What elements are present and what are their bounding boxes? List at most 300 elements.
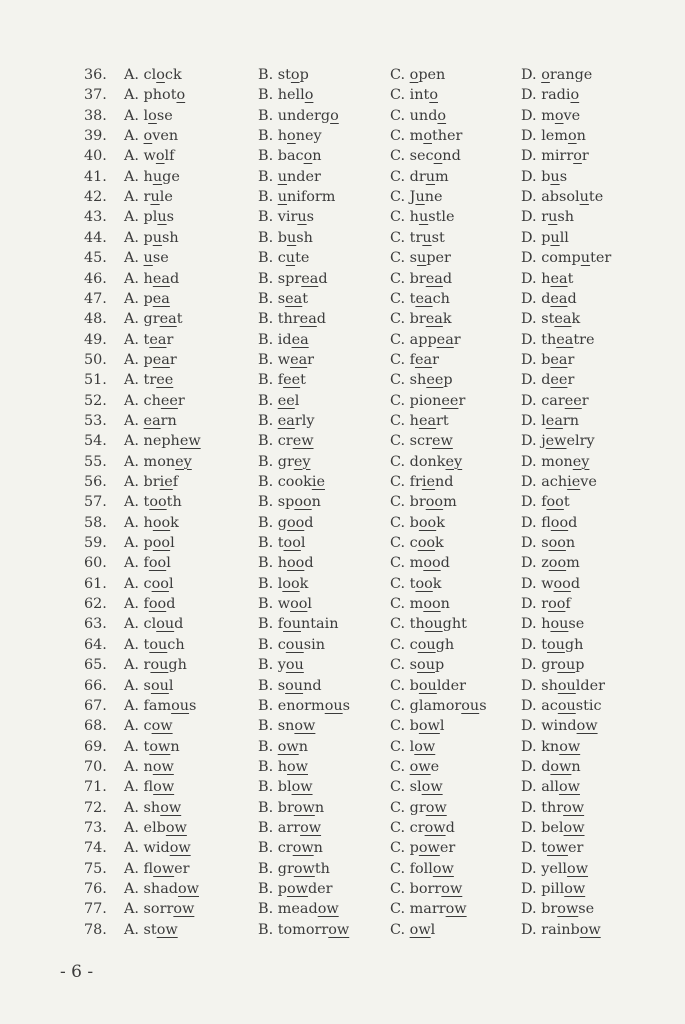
underlined-part: u — [277, 168, 288, 185]
underlined-part: ow — [563, 819, 585, 836]
option-label: D. — [521, 575, 537, 592]
underlined-part: ow — [291, 779, 313, 796]
option-label: A. — [124, 758, 139, 775]
option-label: D. — [521, 779, 537, 796]
word-prefix: bl — [277, 779, 292, 796]
question-number: 67. — [84, 697, 107, 714]
word-prefix: ac — [541, 697, 558, 714]
option-label: A. — [124, 433, 139, 450]
word-suffix: n — [313, 840, 323, 857]
option-a — [124, 492, 182, 512]
question-number: 53. — [84, 412, 107, 429]
word-prefix: p — [143, 290, 153, 307]
word-suffix: p — [434, 657, 445, 674]
underlined-part: ow — [432, 860, 454, 877]
question-number: 36. — [84, 67, 107, 83]
word-prefix: s — [277, 677, 286, 694]
word-prefix: r — [143, 657, 151, 674]
word-suffix: th — [314, 860, 330, 877]
option-label: B. — [258, 412, 274, 429]
option-b — [258, 452, 310, 472]
word-prefix: m — [409, 128, 424, 145]
underlined-part: o — [433, 148, 443, 165]
word-suffix: se — [568, 616, 585, 633]
option-label: D. — [521, 392, 537, 409]
question-number: 58. — [84, 514, 107, 531]
question-number: 78. — [84, 921, 107, 938]
option-a — [124, 330, 173, 350]
option-label: B. — [258, 901, 274, 918]
underlined-part: ea — [550, 270, 568, 287]
word-prefix: gr — [277, 860, 294, 877]
question-number: 37. — [84, 87, 107, 104]
option-label: C. — [390, 67, 406, 83]
underlined-part: o — [541, 67, 550, 83]
word-prefix: yell — [541, 860, 568, 877]
underlined-part: ou — [150, 657, 169, 674]
underlined-part: ow — [149, 738, 171, 755]
option-d — [521, 106, 580, 126]
word-prefix: l — [143, 107, 149, 124]
option-label: A. — [124, 881, 139, 897]
underlined-part: o — [330, 107, 339, 124]
word-prefix: shad — [143, 881, 178, 897]
word-prefix: r — [541, 596, 549, 613]
word-suffix: le — [159, 189, 173, 206]
option-b — [258, 492, 321, 512]
option-a — [124, 126, 178, 146]
word-suffix: ch — [432, 290, 450, 307]
underlined-part: ou — [418, 677, 437, 694]
word-suffix: te — [588, 189, 604, 206]
word-prefix: enorm — [277, 697, 325, 714]
underlined-part: oo — [152, 535, 171, 552]
underlined-part: oo — [548, 535, 566, 552]
word-suffix: f — [565, 596, 571, 613]
option-b — [258, 126, 322, 146]
option-label: A. — [124, 229, 139, 246]
word-prefix: z — [541, 555, 549, 572]
word-suffix: se — [152, 250, 169, 267]
underlined-part: oo — [282, 575, 300, 592]
option-c — [390, 431, 453, 451]
option-c — [390, 716, 444, 736]
option-b — [258, 350, 314, 370]
option-c — [390, 859, 454, 879]
option-a — [124, 737, 180, 757]
underlined-part: o — [573, 148, 582, 165]
word-prefix: hell — [277, 87, 305, 104]
option-c — [390, 85, 438, 105]
word-suffix: tre — [573, 331, 595, 348]
word-prefix: gr — [143, 311, 160, 328]
option-b — [258, 676, 322, 696]
option-label: D. — [521, 921, 537, 938]
word-suffix: k — [436, 514, 445, 531]
option-label: C. — [390, 840, 406, 857]
underlined-part: ow — [418, 718, 440, 735]
underlined-part: oo — [290, 596, 308, 613]
option-label: A. — [124, 87, 139, 104]
underlined-part: u — [152, 168, 163, 185]
word-prefix: pill — [541, 881, 565, 897]
word-prefix: b — [541, 168, 551, 185]
word-suffix: ne — [424, 189, 443, 206]
word-prefix: sh — [143, 799, 161, 816]
option-d — [521, 574, 580, 594]
underlined-part: oo — [550, 514, 569, 531]
word-suffix: range — [549, 67, 593, 83]
underlined-part: ow — [424, 819, 446, 836]
word-suffix: d — [442, 270, 453, 287]
underlined-part: ou — [150, 677, 169, 694]
option-d — [521, 899, 594, 919]
word-prefix: pl — [143, 209, 158, 226]
underlined-part: ow — [579, 921, 601, 938]
option-label: C. — [390, 921, 406, 938]
option-c — [390, 676, 466, 696]
question-number: 73. — [84, 819, 107, 836]
word-prefix: h — [143, 168, 153, 185]
underlined-part: ey — [572, 453, 590, 470]
option-b — [258, 635, 325, 655]
word-prefix: d — [541, 758, 551, 775]
option-c — [390, 65, 445, 85]
word-prefix: bel — [541, 819, 564, 836]
word-suffix: l — [170, 535, 175, 552]
option-label: B. — [258, 494, 274, 511]
question-number: 70. — [84, 758, 107, 775]
option-b — [258, 696, 350, 716]
underlined-part: ey — [293, 453, 311, 470]
word-prefix: b — [409, 514, 419, 531]
option-label: C. — [390, 453, 406, 470]
underlined-part: ou — [557, 697, 576, 714]
option-label: B. — [258, 67, 274, 83]
word-suffix: r — [567, 351, 575, 368]
underlined-part: ow — [152, 758, 174, 775]
option-label: D. — [521, 697, 537, 714]
option-a — [124, 859, 190, 879]
option-b — [258, 513, 314, 533]
word-prefix: gr — [541, 657, 558, 674]
underlined-part: oo — [548, 555, 567, 572]
word-suffix: ven — [152, 128, 179, 145]
word-suffix: n — [298, 738, 308, 755]
underlined-part: oo — [418, 514, 437, 531]
underlined-part: ea — [556, 331, 574, 348]
word-suffix: d — [568, 514, 578, 531]
option-label: A. — [124, 535, 139, 552]
option-label: C. — [390, 189, 406, 206]
option-c — [390, 635, 454, 655]
option-label: C. — [390, 107, 406, 124]
underlined-part: ou — [417, 636, 436, 653]
question-number: 62. — [84, 596, 107, 613]
option-label: B. — [258, 392, 274, 409]
option-a — [124, 207, 174, 227]
option-d — [521, 370, 574, 390]
word-prefix: st — [143, 921, 157, 938]
underlined-part: o — [554, 107, 564, 124]
word-prefix: br — [409, 311, 426, 328]
underlined-part: ow — [558, 779, 580, 796]
word-suffix: d — [169, 270, 180, 287]
option-label: A. — [124, 819, 139, 836]
option-d — [521, 167, 567, 187]
word-suffix: n — [440, 596, 450, 613]
option-label: C. — [390, 250, 406, 267]
word-prefix: sp — [277, 494, 295, 511]
option-d — [521, 228, 569, 248]
option-label: D. — [521, 718, 537, 735]
option-a — [124, 350, 177, 370]
option-d — [521, 146, 589, 166]
word-prefix: b — [277, 229, 287, 246]
underlined-part: ie — [421, 474, 435, 490]
underlined-part: ea — [277, 412, 295, 429]
underlined-part: ee — [564, 392, 582, 409]
word-suffix: d — [318, 270, 328, 287]
word-suffix: nd — [442, 148, 461, 165]
word-prefix: spr — [277, 270, 302, 287]
word-prefix: car — [541, 392, 565, 409]
underlined-part: ee — [550, 372, 568, 389]
word-prefix: wid — [143, 840, 170, 857]
underlined-part: ea — [290, 351, 308, 368]
word-suffix: se — [578, 901, 595, 918]
option-label: B. — [258, 270, 274, 287]
option-label: D. — [521, 494, 537, 511]
word-prefix: w — [541, 575, 554, 592]
word-prefix: J — [409, 189, 416, 206]
underlined-part: u — [417, 250, 427, 267]
option-d — [521, 269, 573, 289]
option-a — [124, 370, 173, 390]
word-prefix: br — [541, 901, 558, 918]
underlined-part: ou — [417, 657, 435, 674]
word-prefix: s — [143, 677, 151, 694]
word-suffix: sh — [162, 229, 179, 246]
option-label: A. — [124, 860, 139, 877]
option-a — [124, 655, 187, 675]
option-b — [258, 309, 326, 329]
word-suffix: k — [432, 575, 442, 592]
option-a — [124, 676, 173, 696]
word-suffix: p — [299, 67, 309, 83]
question-number: 65. — [84, 657, 107, 674]
word-suffix: er — [439, 840, 456, 857]
option-label: D. — [521, 819, 537, 836]
option-a — [124, 106, 173, 126]
word-prefix: glamor — [409, 697, 462, 714]
underlined-part: ow — [550, 758, 572, 775]
option-label: D. — [521, 799, 537, 816]
underlined-part: ow — [156, 921, 178, 938]
word-suffix: t — [300, 372, 306, 389]
option-label: D. — [521, 535, 537, 552]
underlined-part: ea — [554, 311, 572, 328]
question-number: 45. — [84, 250, 107, 267]
option-label: D. — [521, 677, 537, 694]
option-label: D. — [521, 250, 537, 267]
option-label: C. — [390, 87, 406, 104]
underlined-part: u — [548, 209, 558, 226]
option-label: C. — [390, 758, 406, 775]
option-label: A. — [124, 555, 139, 572]
option-c — [390, 391, 465, 411]
option-a — [124, 513, 179, 533]
word-suffix: n — [312, 148, 322, 165]
option-label: C. — [390, 229, 406, 246]
word-prefix: b — [409, 677, 419, 694]
underlined-part: ea — [545, 412, 563, 429]
option-label: B. — [258, 229, 274, 246]
word-prefix: p — [409, 840, 419, 857]
option-label: A. — [124, 738, 139, 755]
option-label: A. — [124, 799, 139, 816]
word-prefix: br — [409, 270, 426, 287]
word-prefix: sh — [541, 677, 558, 694]
option-a — [124, 269, 179, 289]
word-prefix: mirr — [541, 148, 574, 165]
option-label: C. — [390, 412, 406, 429]
option-c — [390, 838, 455, 858]
option-c — [390, 228, 445, 248]
word-prefix: neph — [143, 433, 180, 450]
option-a — [124, 187, 173, 207]
underlined-part: u — [286, 229, 297, 246]
underlined-part: ow — [409, 758, 431, 775]
underlined-part: ee — [283, 372, 301, 389]
option-label: C. — [390, 718, 406, 735]
option-c — [390, 330, 461, 350]
word-prefix: m — [541, 107, 555, 124]
question-number: 46. — [84, 270, 107, 287]
underlined-part: ow — [178, 881, 199, 897]
underlined-part: ow — [294, 718, 316, 735]
word-prefix: st — [277, 67, 291, 83]
question-number: 75. — [84, 860, 107, 877]
word-suffix: ck — [164, 67, 182, 83]
option-label: D. — [521, 555, 537, 572]
option-label: A. — [124, 412, 139, 429]
option-c — [390, 574, 442, 594]
underlined-part: ew — [292, 433, 314, 450]
option-c — [390, 207, 455, 227]
underlined-part: oo — [294, 494, 312, 511]
question-number: 47. — [84, 290, 107, 307]
word-suffix: r — [307, 351, 315, 368]
word-prefix: br — [277, 799, 294, 816]
option-d — [521, 452, 589, 472]
option-c — [390, 146, 461, 166]
option-d — [521, 65, 592, 85]
option-c — [390, 757, 439, 777]
option-c — [390, 879, 462, 899]
underlined-part: ow — [153, 779, 175, 796]
underlined-part: oo — [423, 596, 441, 613]
word-prefix: pion — [409, 392, 442, 409]
option-label: D. — [521, 331, 537, 348]
word-suffix: d — [304, 555, 314, 572]
word-suffix: er — [174, 860, 190, 877]
option-label: B. — [258, 474, 274, 490]
underlined-part: u — [157, 209, 167, 226]
word-prefix: all — [541, 779, 559, 796]
option-d — [521, 818, 585, 838]
option-label: C. — [390, 860, 406, 877]
question-number: 44. — [84, 229, 107, 246]
underlined-part: ow — [328, 921, 350, 938]
question-number: 57. — [84, 494, 107, 511]
underlined-part: ow — [564, 881, 586, 897]
option-d — [521, 920, 601, 940]
option-d — [521, 777, 580, 797]
word-prefix: dr — [409, 168, 426, 185]
option-label: C. — [390, 881, 406, 897]
option-label: B. — [258, 779, 274, 796]
word-prefix: h — [277, 555, 288, 572]
word-suffix: lf — [164, 148, 175, 165]
underlined-part: o — [290, 67, 300, 83]
option-d — [521, 879, 585, 899]
word-prefix: wind — [541, 718, 577, 735]
underlined-part: o — [567, 128, 577, 145]
underlined-part: ow — [557, 901, 579, 918]
option-d — [521, 187, 603, 207]
word-suffix: d — [304, 514, 314, 531]
word-suffix: rly — [294, 412, 315, 429]
underlined-part: ea — [550, 351, 568, 368]
option-a — [124, 920, 178, 940]
underlined-part: ea — [143, 412, 161, 429]
option-label: D. — [521, 596, 537, 613]
underlined-part: ea — [152, 351, 170, 368]
word-suffix: lder — [436, 677, 467, 694]
word-prefix: g — [277, 514, 287, 531]
word-prefix: donk — [409, 453, 446, 470]
underlined-part: u — [550, 229, 560, 246]
underlined-part: ow — [317, 901, 339, 918]
option-label: C. — [390, 270, 406, 287]
option-label: B. — [258, 514, 274, 531]
option-label: B. — [258, 128, 274, 145]
word-prefix: l — [277, 575, 283, 592]
option-label: B. — [258, 453, 274, 470]
word-prefix: fl — [143, 860, 154, 877]
question-number: 48. — [84, 311, 107, 328]
option-d — [521, 533, 575, 553]
word-suffix: rn — [160, 412, 177, 429]
option-label: D. — [521, 840, 537, 857]
word-prefix: t — [143, 494, 150, 511]
underlined-part: u — [580, 250, 591, 267]
option-label: C. — [390, 819, 406, 836]
option-label: B. — [258, 799, 274, 816]
question-number: 76. — [84, 881, 107, 897]
word-prefix: scr — [409, 433, 432, 450]
option-label: A. — [124, 779, 139, 796]
option-label: D. — [521, 372, 537, 389]
word-suffix: ch — [167, 636, 185, 653]
underlined-part: ou — [550, 616, 569, 633]
option-label: D. — [521, 860, 537, 877]
word-suffix: k — [571, 311, 581, 328]
option-label: B. — [258, 555, 274, 572]
word-prefix: fl — [143, 779, 154, 796]
option-label: A. — [124, 372, 139, 389]
